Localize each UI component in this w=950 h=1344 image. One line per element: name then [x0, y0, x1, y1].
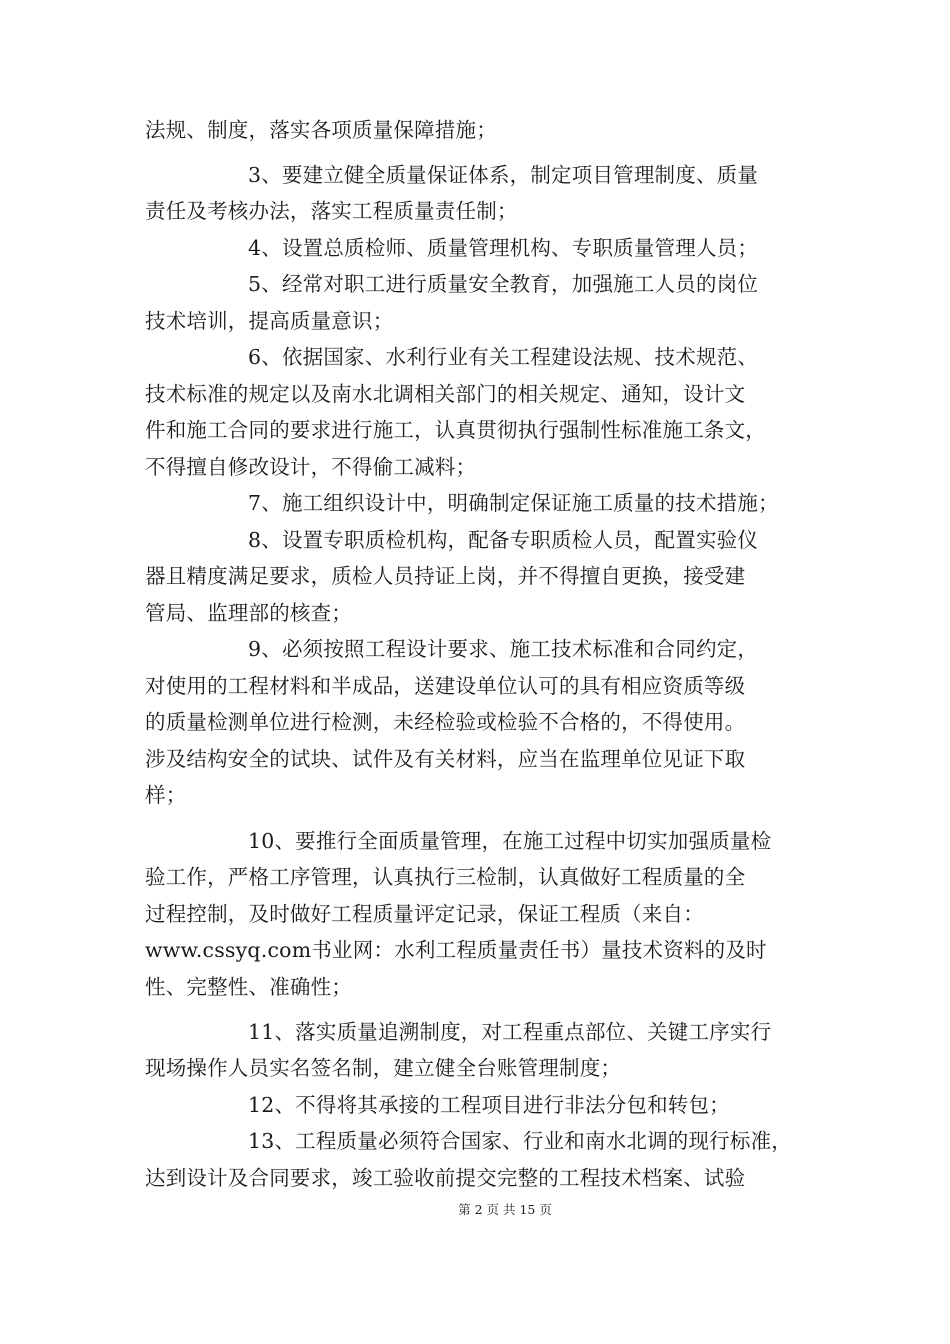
text-line: 性、完整性、准确性；: [145, 975, 352, 999]
text-line: 过程控制，及时做好工程质量评定记录，保证工程质（来自：: [145, 902, 704, 926]
text-line: 技术标准的规定以及南水北调相关部门的相关规定、通知，设计文: [145, 382, 746, 406]
text-line: 管局、监理部的核查；: [145, 601, 352, 625]
text-line: 的质量检测单位进行检测，未经检验或检验不合格的，不得使用。: [145, 710, 746, 734]
page-number-footer: 第 2 页 共 15 页: [458, 1202, 552, 1217]
text-line: 责任及考核办法，落实工程质量责任制；: [145, 199, 518, 223]
text-line: 对使用的工程材料和半成品，送建设单位认可的具有相应资质等级: [145, 674, 746, 698]
text-line: 样；: [145, 783, 187, 807]
text-line: 技术培训，提高质量意识；: [145, 309, 394, 333]
text-line: 法规、制度，落实各项质量保障措施；: [145, 118, 497, 142]
text-line: 7、施工组织设计中，明确制定保证施工质量的技术措施；: [248, 491, 779, 515]
text-line: 件和施工合同的要求进行施工，认真贯彻执行强制性标准施工条文，: [145, 418, 766, 442]
text-line: 4、设置总质检师、质量管理机构、专职质量管理人员；: [248, 236, 759, 260]
text-line: 达到设计及合同要求，竣工验收前提交完整的工程技术档案、试验: [145, 1166, 746, 1190]
text-line: 涉及结构安全的试块、试件及有关材料，应当在监理单位见证下取: [145, 747, 746, 771]
text-line: 现场操作人员实名签名制，建立健全台账管理制度；: [145, 1056, 622, 1080]
text-line: 不得擅自修改设计，不得偷工减料；: [145, 455, 477, 479]
text-line: 9、必须按照工程设计要求、施工技术标准和合同约定，: [248, 637, 759, 661]
text-line: 8、设置专职质检机构，配备专职质检人员，配置实验仪: [248, 528, 759, 552]
text-line: 3、要建立健全质量保证体系，制定项目管理制度、质量: [248, 163, 759, 187]
text-line: www.cssyq.com书业网：水利工程质量责任书）量技术资料的及时: [145, 938, 767, 962]
text-line: 验工作，严格工序管理，认真执行三检制，认真做好工程质量的全: [145, 865, 746, 889]
text-line: 11、落实质量追溯制度，对工程重点部位、关键工序实行: [248, 1020, 772, 1044]
text-line: 12、不得将其承接的工程项目进行非法分包和转包；: [248, 1093, 730, 1117]
text-line: 器且精度满足要求，质检人员持证上岗，并不得擅自更换，接受建: [145, 564, 746, 588]
text-line: 13、工程质量必须符合国家、行业和南水北调的现行标准，: [248, 1129, 792, 1153]
text-line: 5、经常对职工进行质量安全教育，加强施工人员的岗位: [248, 272, 759, 296]
text-line: 10、要推行全面质量管理，在施工过程中切实加强质量检: [248, 829, 772, 853]
text-line: 6、依据国家、水利行业有关工程建设法规、技术规范、: [248, 345, 759, 369]
